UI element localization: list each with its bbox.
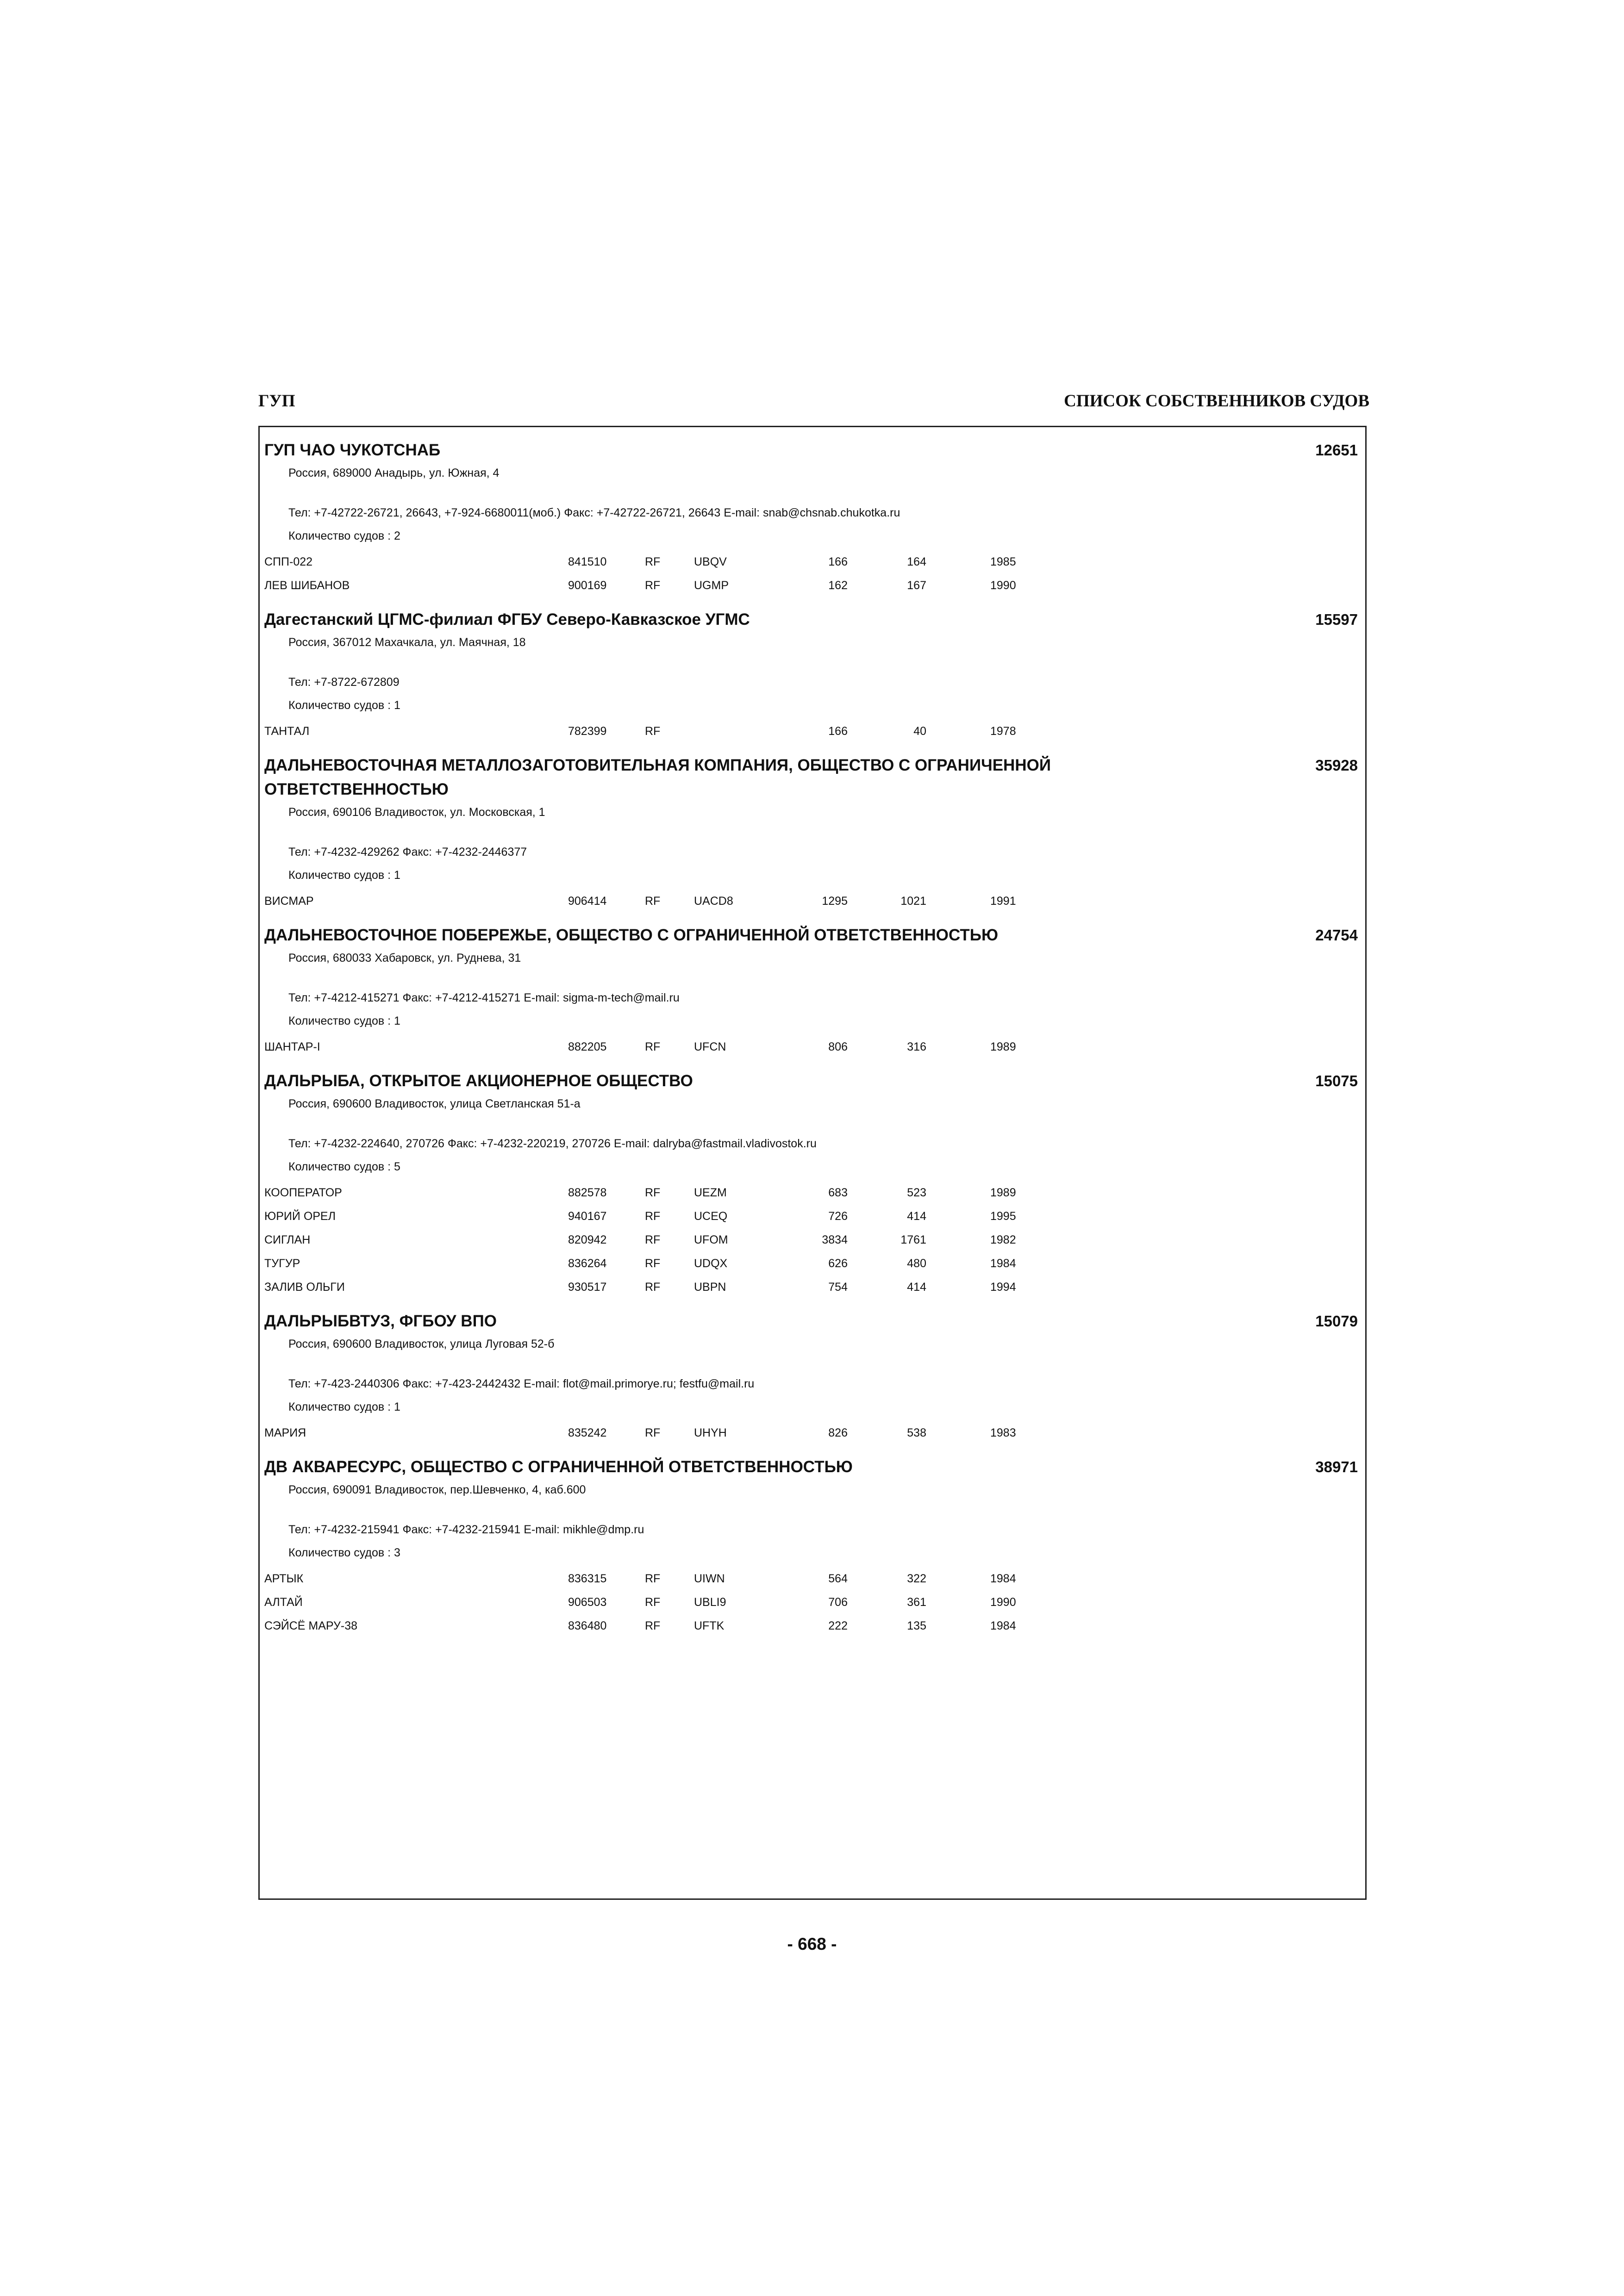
vessel-list: [264, 890, 1362, 913]
owner-address: Россия, 689000 Анадырь, ул. Южная, 4: [288, 467, 500, 479]
vessel-deadweight: 414: [907, 1281, 926, 1294]
vessel-flag: RF: [645, 1257, 661, 1270]
vessel-call-sign: UCEQ: [694, 1210, 728, 1223]
vessel-reg-number: 841510: [568, 555, 607, 568]
vessel-flag: RF: [645, 1186, 661, 1199]
vessel-row: [264, 550, 1362, 574]
vessel-gross-tonnage: 754: [828, 1281, 848, 1294]
owner-contacts: Тел: +7-423-2440306 Факс: +7-423-2442432 E-mail: flot@mail.primorye.ru; festfu@mail.ru: [288, 1377, 755, 1390]
vessel-year-built: 1990: [990, 579, 1016, 592]
vessel-list: [264, 1035, 1362, 1059]
owner-address: Россия, 690091 Владивосток, пер.Шевченко, 4, каб.600: [288, 1483, 586, 1496]
vessel-gross-tonnage: 222: [828, 1619, 848, 1632]
vessel-gross-tonnage: 166: [828, 555, 848, 568]
vessel-row: [264, 1228, 1362, 1252]
owner-name: ГУП ЧАО ЧУКОТСНАБ: [264, 441, 441, 459]
vessel-list: [264, 550, 1362, 597]
owner-header: [264, 1069, 1362, 1093]
vessel-gross-tonnage: 3834: [822, 1233, 848, 1246]
owner-address: Россия, 690106 Владивосток, ул. Московская, 1: [288, 806, 545, 819]
vessel-call-sign: UACD8: [694, 895, 733, 908]
vessel-gross-tonnage: 826: [828, 1426, 848, 1439]
vessel-year-built: 1995: [990, 1210, 1016, 1223]
vessel-deadweight: 480: [907, 1257, 926, 1270]
owner-id: 12651: [1315, 442, 1358, 459]
owner-name: ДВ АКВАРЕСУРС, ОБЩЕСТВО С ОГРАНИЧЕННОЙ ОТВЕТСТВЕННОСТЬЮ: [264, 1458, 853, 1476]
owner-id: 15079: [1315, 1313, 1358, 1330]
vessel-count: Количество судов : 1: [288, 699, 400, 712]
vessel-call-sign: UDQX: [694, 1257, 728, 1270]
owner-header: [264, 438, 1362, 462]
owner-header: [264, 608, 1362, 632]
vessel-call-sign: UBLI9: [694, 1596, 726, 1609]
vessel-flag: RF: [645, 1281, 661, 1294]
owner-address: Россия, 690600 Владивосток, улица Светланская 51-а: [288, 1097, 581, 1110]
vessel-deadweight: 167: [907, 579, 926, 592]
owner-contacts: Тел: +7-42722-26721, 26643, +7-924-6680011(моб.) Факс: +7-42722-26721, 26643 E-mail: snab@chsnab.chukotka.ru: [288, 506, 900, 519]
vessel-deadweight: 1761: [900, 1233, 926, 1246]
listing-frame: [258, 426, 1367, 1900]
vessel-deadweight: 414: [907, 1210, 926, 1223]
vessel-reg-number: 835242: [568, 1426, 607, 1439]
vessel-gross-tonnage: 564: [828, 1572, 848, 1585]
vessel-reg-number: 906503: [568, 1596, 607, 1609]
owner-entry: [264, 438, 1362, 597]
vessel-row: [264, 1276, 1362, 1299]
vessel-flag: RF: [645, 1233, 661, 1246]
vessel-list: [264, 1181, 1362, 1299]
vessel-row: [264, 1614, 1362, 1638]
vessel-call-sign: UEZM: [694, 1186, 727, 1199]
owner-contacts: Тел: +7-4212-415271 Факс: +7-4212-415271 E-mail: sigma-m-tech@mail.ru: [288, 991, 680, 1004]
vessel-gross-tonnage: 806: [828, 1040, 848, 1053]
vessel-reg-number: 836315: [568, 1572, 607, 1585]
vessel-name: СПП-022: [264, 555, 313, 568]
vessel-name: ТАНТАЛ: [264, 725, 310, 738]
vessel-flag: RF: [645, 1619, 661, 1632]
vessel-year-built: 1990: [990, 1596, 1016, 1609]
vessel-row: [264, 1252, 1362, 1276]
owner-entry: [264, 753, 1362, 913]
owner-entry: [264, 1455, 1362, 1638]
running-head-left: ГУП: [258, 392, 295, 411]
vessel-reg-number: 900169: [568, 579, 607, 592]
vessel-year-built: 1984: [990, 1572, 1016, 1585]
vessel-list: [264, 1421, 1362, 1445]
vessel-year-built: 1994: [990, 1281, 1016, 1294]
vessel-call-sign: UIWN: [694, 1572, 725, 1585]
vessel-count: Количество судов : 2: [288, 529, 400, 542]
vessel-year-built: 1982: [990, 1233, 1016, 1246]
owner-contacts: Тел: +7-4232-224640, 270726 Факс: +7-4232-220219, 270726 E-mail: dalryba@fastmail.vladivostok.ru: [288, 1137, 817, 1150]
vessel-gross-tonnage: 683: [828, 1186, 848, 1199]
page-number: - 668 -: [787, 1935, 837, 1954]
vessel-name: ЛЕВ ШИБАНОВ: [264, 579, 350, 592]
vessel-row: [264, 1591, 1362, 1614]
vessel-flag: RF: [645, 555, 661, 568]
vessel-count: Количество судов : 5: [288, 1160, 400, 1173]
vessel-flag: RF: [645, 725, 661, 738]
vessel-count: Количество судов : 3: [288, 1546, 400, 1559]
vessel-reg-number: 820942: [568, 1233, 607, 1246]
vessel-name: ТУГУР: [264, 1257, 300, 1270]
vessel-flag: RF: [645, 895, 661, 908]
vessel-year-built: 1978: [990, 725, 1016, 738]
vessel-gross-tonnage: 706: [828, 1596, 848, 1609]
owner-contacts: Тел: +7-4232-429262 Факс: +7-4232-2446377: [288, 846, 527, 859]
vessel-reg-number: 882578: [568, 1186, 607, 1199]
vessel-deadweight: 40: [913, 725, 926, 738]
vessel-call-sign: UFTK: [694, 1619, 725, 1632]
vessel-year-built: 1989: [990, 1186, 1016, 1199]
vessel-name: ВИСМАР: [264, 895, 314, 908]
vessel-deadweight: 135: [907, 1619, 926, 1632]
owner-id: 24754: [1315, 927, 1358, 944]
vessel-deadweight: 164: [907, 555, 926, 568]
owner-header: [264, 753, 1362, 802]
vessel-name: КООПЕРАТОР: [264, 1186, 342, 1199]
owner-name: ДАЛЬРЫБА, ОТКРЫТОЕ АКЦИОНЕРНОЕ ОБЩЕСТВО: [264, 1072, 693, 1090]
vessel-gross-tonnage: 1295: [822, 895, 848, 908]
vessel-year-built: 1984: [990, 1257, 1016, 1270]
vessel-gross-tonnage: 626: [828, 1257, 848, 1270]
vessel-call-sign: UBPN: [694, 1281, 726, 1294]
vessel-row: [264, 1205, 1362, 1228]
vessel-deadweight: 523: [907, 1186, 926, 1199]
vessel-deadweight: 361: [907, 1596, 926, 1609]
owner-name: Дагестанский ЦГМС-филиал ФГБУ Северо-Кавказское УГМС: [264, 610, 750, 628]
vessel-name: ШАНТАР-I: [264, 1040, 320, 1053]
vessel-name: ЗАЛИВ ОЛЬГИ: [264, 1281, 345, 1294]
owner-entry: [264, 923, 1362, 1059]
owner-contacts: Тел: +7-4232-215941 Факс: +7-4232-215941 E-mail: mikhle@dmp.ru: [288, 1523, 644, 1536]
vessel-reg-number: 930517: [568, 1281, 607, 1294]
owner-header: [264, 923, 1362, 947]
owner-name: ДАЛЬНЕВОСТОЧНОЕ ПОБЕРЕЖЬЕ, ОБЩЕСТВО С ОГРАНИЧЕННОЙ ОТВЕТСТВЕННОСТЬЮ: [264, 926, 999, 944]
vessel-gross-tonnage: 166: [828, 725, 848, 738]
owner-entry: [264, 1069, 1362, 1299]
owner-id: 35928: [1315, 757, 1358, 774]
vessel-flag: RF: [645, 1426, 661, 1439]
vessel-deadweight: 322: [907, 1572, 926, 1585]
vessel-year-built: 1983: [990, 1426, 1016, 1439]
vessel-flag: RF: [645, 1596, 661, 1609]
owner-address: Россия, 690600 Владивосток, улица Луговая 52-б: [288, 1338, 555, 1350]
vessel-name: ЮРИЙ ОРЕЛ: [264, 1210, 336, 1223]
vessel-list: [264, 720, 1362, 743]
owner-header: [264, 1309, 1362, 1333]
vessel-name: МАРИЯ: [264, 1426, 306, 1439]
vessel-gross-tonnage: 162: [828, 579, 848, 592]
vessel-flag: RF: [645, 1040, 661, 1053]
vessel-call-sign: UFCN: [694, 1040, 726, 1053]
vessel-count: Количество судов : 1: [288, 1014, 400, 1027]
vessel-deadweight: 1021: [900, 895, 926, 908]
vessel-row: [264, 890, 1362, 913]
vessel-flag: RF: [645, 1210, 661, 1223]
vessel-count: Количество судов : 1: [288, 869, 400, 882]
owner-address: Россия, 367012 Махачкала, ул. Маячная, 18: [288, 636, 526, 649]
owner-id: 15597: [1315, 611, 1358, 628]
owner-id: 38971: [1315, 1458, 1358, 1475]
vessel-name: АЛТАЙ: [264, 1596, 303, 1609]
vessel-call-sign: UBQV: [694, 555, 727, 568]
vessel-reg-number: 782399: [568, 725, 607, 738]
vessel-row: [264, 720, 1362, 743]
owner-name: ДАЛЬНЕВОСТОЧНАЯ МЕТАЛЛОЗАГОТОВИТЕЛЬНАЯ КОМПАНИЯ, ОБЩЕСТВО С ОГРАНИЧЕННОЙ ОТВЕТСТВЕННОСТЬЮ: [264, 756, 1051, 798]
vessel-year-built: 1991: [990, 895, 1016, 908]
vessel-reg-number: 940167: [568, 1210, 607, 1223]
vessel-name: СИГЛАН: [264, 1233, 311, 1246]
owner-entry: [264, 608, 1362, 743]
vessel-name: СЭЙСЁ МАРУ-38: [264, 1619, 358, 1632]
owner-entry: [264, 1309, 1362, 1445]
vessel-row: [264, 1035, 1362, 1059]
owner-name: ДАЛЬРЫБВТУЗ, ФГБОУ ВПО: [264, 1312, 497, 1330]
vessel-row: [264, 1181, 1362, 1205]
vessel-deadweight: 316: [907, 1040, 926, 1053]
vessel-call-sign: UGMP: [694, 579, 729, 592]
vessel-reg-number: 882205: [568, 1040, 607, 1053]
vessel-reg-number: 836480: [568, 1619, 607, 1632]
vessel-reg-number: 906414: [568, 895, 607, 908]
vessel-call-sign: UHYH: [694, 1426, 727, 1439]
vessel-deadweight: 538: [907, 1426, 926, 1439]
owner-header: [264, 1455, 1362, 1479]
owner-contacts: Тел: +7-8722-672809: [288, 676, 400, 689]
vessel-name: АРТЫК: [264, 1572, 304, 1585]
owner-entries: [264, 438, 1362, 1648]
vessel-row: [264, 1567, 1362, 1591]
vessel-call-sign: UFOM: [694, 1233, 728, 1246]
vessel-year-built: 1984: [990, 1619, 1016, 1632]
vessel-gross-tonnage: 726: [828, 1210, 848, 1223]
vessel-year-built: 1989: [990, 1040, 1016, 1053]
vessel-flag: RF: [645, 579, 661, 592]
vessel-row: [264, 574, 1362, 597]
running-head-right: СПИСОК СОБСТВЕННИКОВ СУДОВ: [1064, 392, 1369, 411]
owner-id: 15075: [1315, 1072, 1358, 1089]
vessel-count: Количество судов : 1: [288, 1400, 400, 1413]
vessel-flag: RF: [645, 1572, 661, 1585]
vessel-row: [264, 1421, 1362, 1445]
vessel-list: [264, 1567, 1362, 1638]
vessel-reg-number: 836264: [568, 1257, 607, 1270]
vessel-year-built: 1985: [990, 555, 1016, 568]
owner-address: Россия, 680033 Хабаровск, ул. Руднева, 31: [288, 952, 521, 964]
